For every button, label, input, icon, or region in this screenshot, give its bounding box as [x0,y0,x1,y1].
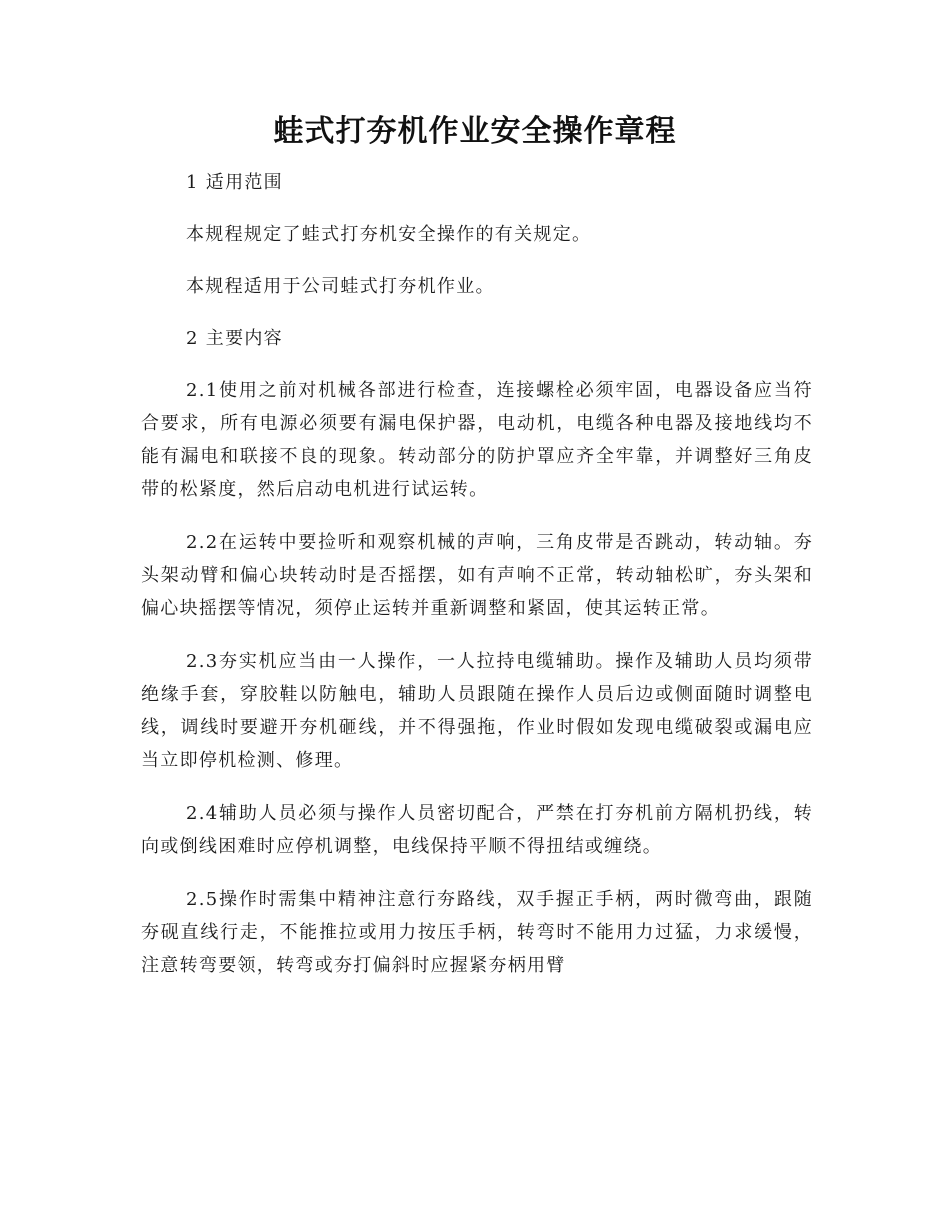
paragraph-2-4: 2.4辅助人员必须与操作人员密切配合，严禁在打夯机前方隔机扔线，转向或倒线困难时应停机调整，电线保持平顺不得扭结或缠绕。 [141,803,813,857]
section-heading-scope: 1 适用范围 [186,172,283,193]
paragraph-2-1: 2.1使用之前对机械各部进行检查，连接螺栓必须牢固，电器设备应当符合要求，所有电源必须要有漏电保护器，电动机，电缆各种电器及接地线均不能有漏电和联接不良的现象。转动部分的防护罩应齐全牢靠，并调整好三角皮带的松紧度，然后启动电机进行试运转。 [141,380,813,500]
paragraph-2-3: 2.3夯实机应当由一人操作，一人拉持电缆辅助。操作及辅助人员均须带绝缘手套，穿胶鞋以防触电，辅助人员跟随在操作人员后边或侧面随时调整电线，调线时要避开夯机砸线，并不得强拖，作业时假如发现电缆破裂或漏电应当立即停机检测、修理。 [141,651,813,771]
paragraph-scope-definition: 本规程规定了蛙式打夯机安全操作的有关规定。 [186,224,592,245]
paragraph-2-2: 2.2在运转中要捡听和观察机械的声响，三角皮带是否跳动，转动轴。夯头架动臂和偏心块转动时是否摇摆，如有声响不正常，转动轴松旷，夯头架和偏心块摇摆等情况，须停止运转并重新调整和紧固，使其运转正常。 [141,532,813,619]
paragraph-2-5: 2.5操作时需集中精神注意行夯路线，双手握正手柄，两时微弯曲，跟随夯砚直线行走，不能推拉或用力按压手柄，转弯时不能用力过猛，力求缓慢，注意转弯要领，转弯或夯打偏斜时应握紧夯柄用臂 [141,889,813,976]
section-heading-main-content: 2 主要内容 [186,328,283,349]
paragraph-scope-application: 本规程适用于公司蛙式打夯机作业。 [186,276,495,297]
document-title: 蛙式打夯机作业安全操作章程 [273,114,677,149]
document-body [141,166,813,1002]
